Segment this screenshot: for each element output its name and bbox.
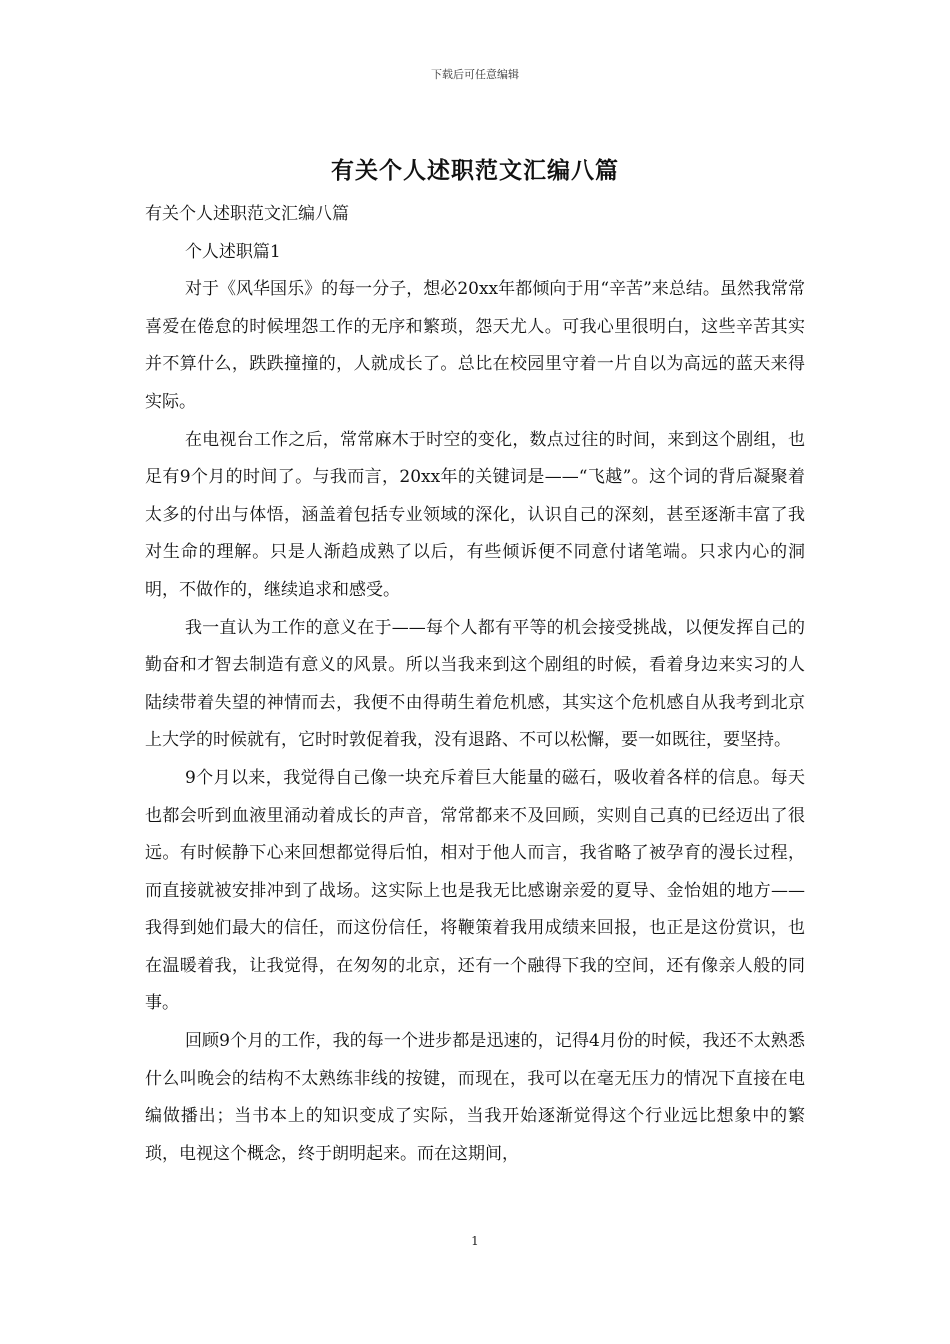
paragraph: 回顾9个月的工作，我的每一个进步都是迅速的，记得4月份的时候，我还不太熟悉什么叫晚会的结构不太熟练非线的按键，而现在，我可以在毫无压力的情况下直接在电编做播出；当书本上的知识变成了实际，当我开始逐渐觉得这个行业远比想象中的繁琐，电视这个概念，终于朗明起来。而在这期间， [145,1031,805,1164]
paragraph: 对于《风华国乐》的每一分子，想必20xx年都倾向于用“辛苦”来总结。虽然我常常喜爱在倦怠的时候埋怨工作的无序和繁琐，怨天尤人。可我心里很明白，这些辛苦其实并不算什么，跌跌撞撞的，人就成长了。总比在校园里守着一片自以为高远的蓝天来得实际。 [145,279,805,412]
paragraph: 在电视台工作之后，常常麻木于时空的变化，数点过往的时间，来到这个剧组，也足有9个月的时间了。与我而言，20xx年的关键词是——“飞越”。这个词的背后凝聚着太多的付出与体悟，涵盖着包括专业领域的深化，认识自己的深刻，甚至逐渐丰富了我对生命的理解。只是人渐趋成熟了以后，有些倾诉便不同意付诸笔端。只求内心的洞明，不做作的，继续追求和感受。 [145,429,805,600]
page-number: 1 [471,1234,479,1248]
document-body [145,196,805,1173]
page-header-note: 下载后可任意编辑 [431,68,519,81]
document-subtitle: 有关个人述职范文汇编八篇 [145,204,349,224]
paragraph: 我一直认为工作的意义在于——每个人都有平等的机会接受挑战，以便发挥自己的勤奋和才智去制造有意义的风景。所以当我来到这个剧组的时候，看着身边来实习的人陆续带着失望的神情而去，我便不由得萌生着危机感，其实这个危机感自从我考到北京上大学的时候就有，它时时敦促着我，没有退路、不可以松懈，要一如既往，要坚持。 [145,617,805,751]
document-title: 有关个人述职范文汇编八篇 [331,157,619,184]
section-heading: 个人述职篇1 [184,241,281,262]
paragraph: 9个月以来，我觉得自己像一块充斥着巨大能量的磁石，吸收着各样的信息。每天也都会听到血液里涌动着成长的声音，常常都来不及回顾，实则自己真的已经迈出了很远。有时候静下心来回想都觉得后怕，相对于他人而言，我省略了被孕育的漫长过程，而直接就被安排冲到了战场。这实际上也是我无比感谢亲爱的夏导、金怡姐的地方——我得到她们最大的信任，而这份信任，将鞭策着我用成绩来回报，也正是这份赏识，也在温暖着我，让我觉得，在匆匆的北京，还有一个融得下我的空间，还有像亲人般的同事。 [145,767,805,1014]
